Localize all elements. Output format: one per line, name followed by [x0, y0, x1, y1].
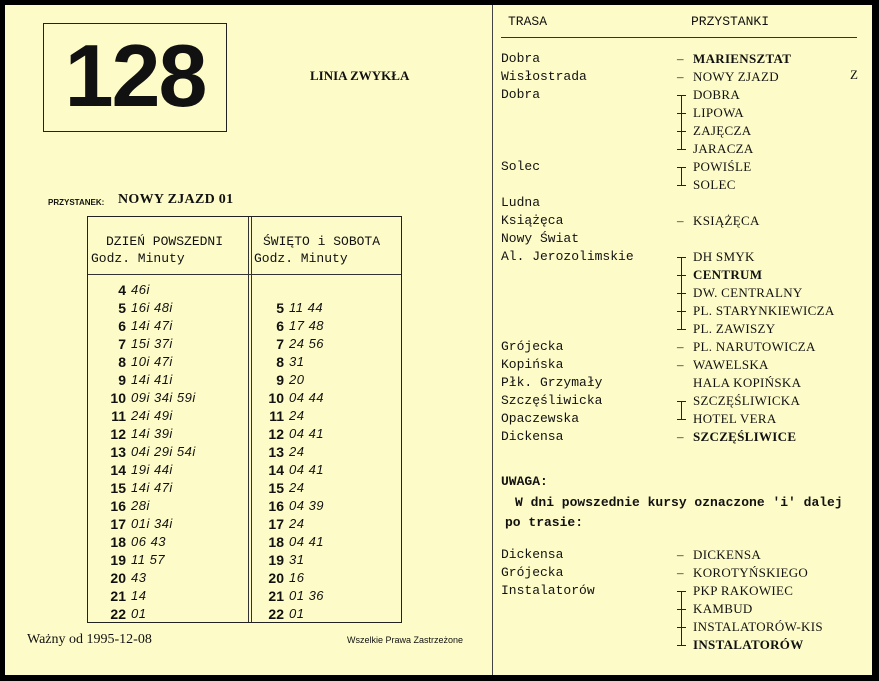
route-street: Al. Jerozolimskie	[501, 249, 634, 264]
hour-cell: 16	[268, 498, 284, 514]
table-row	[88, 444, 401, 462]
route-stop: POWIŚLE	[693, 159, 752, 174]
minutes-cell: 06 43	[131, 534, 167, 549]
hour-cell: 6	[276, 318, 284, 334]
stops-header: PRZYSTANKI	[691, 14, 770, 29]
route-stop: PL. STARYNKIEWICZA	[693, 303, 835, 318]
route-stop: HOTEL VERA	[693, 411, 777, 426]
bracket-tick	[677, 113, 686, 114]
table-row	[88, 588, 401, 606]
minutes-cell: 04 39	[289, 498, 325, 513]
note-street: Instalatorów	[501, 583, 595, 598]
hour-cell: 21	[268, 588, 284, 604]
minutes-cell: 14i 47i	[131, 318, 173, 333]
route-stop: JARACZA	[693, 141, 754, 156]
hour-cell: 15	[268, 480, 284, 496]
weekday-subheader: Godz. Minuty	[91, 251, 185, 266]
line-number-box	[43, 23, 227, 132]
route-stop: KSIĄŻĘCA	[693, 213, 760, 228]
table-row	[88, 462, 401, 480]
minutes-cell: 14i 47i	[131, 480, 173, 495]
minutes-cell: 17 48	[289, 318, 325, 333]
minutes-cell: 14	[131, 588, 147, 603]
holiday-header: ŚWIĘTO i SOBOTA	[263, 234, 381, 249]
header-rule	[501, 37, 857, 38]
minutes-cell: 43	[131, 570, 147, 585]
bracket-tick	[677, 609, 686, 610]
stop-group-bracket	[681, 591, 682, 645]
route-stop: CENTRUM	[693, 267, 763, 282]
hour-cell: 20	[268, 570, 284, 586]
route-street: Dickensa	[501, 429, 564, 444]
table-row	[88, 480, 401, 498]
hour-cell: 17	[110, 516, 126, 532]
dash-marker: –	[677, 51, 684, 66]
note-street: Grójecka	[501, 565, 564, 580]
minutes-cell: 14i 39i	[131, 426, 173, 441]
table-row	[88, 606, 401, 624]
minutes-cell: 04 44	[289, 390, 325, 405]
dash-marker: –	[677, 565, 684, 580]
note-stop: INSTALATORÓW-KIS	[693, 619, 823, 634]
minutes-cell: 04 41	[289, 462, 325, 477]
hour-cell: 7	[118, 336, 126, 352]
hour-cell: 10	[268, 390, 284, 406]
table-row	[88, 516, 401, 534]
route-stop: SOLEC	[693, 177, 736, 192]
route-stop: LIPOWA	[693, 105, 744, 120]
bracket-tick	[677, 131, 686, 132]
table-row	[88, 534, 401, 552]
table-row	[88, 336, 401, 354]
bracket-tick	[677, 275, 686, 276]
minutes-cell: 24	[289, 408, 305, 423]
bracket-tick	[677, 419, 686, 420]
minutes-cell: 28i	[131, 498, 150, 513]
minutes-cell: 09i 34i 59i	[131, 390, 196, 405]
route-stop: MARIENSZTAT	[693, 51, 792, 66]
hour-cell: 22	[110, 606, 126, 622]
hour-cell: 4	[118, 282, 126, 298]
table-row	[88, 282, 401, 300]
minutes-cell: 04 41	[289, 426, 325, 441]
hour-cell: 12	[268, 426, 284, 442]
departure-table	[87, 216, 402, 623]
minutes-cell: 11 57	[131, 552, 166, 567]
route-street: Kopińska	[501, 357, 564, 372]
route-stop: SZCZĘŚLIWICE	[693, 429, 797, 444]
minutes-cell: 01 36	[289, 588, 325, 603]
timetable-sheet	[5, 5, 872, 675]
hour-cell: 11	[269, 408, 284, 424]
stop-group-bracket	[681, 95, 682, 149]
hour-cell: 19	[268, 552, 284, 568]
route-stop: DOBRA	[693, 87, 741, 102]
copyright-note: Wszelkie Prawa Zastrzeżone	[347, 635, 464, 645]
table-row	[88, 570, 401, 588]
table-header-divider	[88, 274, 401, 275]
hour-cell: 21	[110, 588, 126, 604]
minutes-cell: 31	[289, 354, 305, 369]
dash-marker: –	[677, 339, 684, 354]
minutes-cell: 20	[289, 372, 305, 387]
hour-cell: 6	[118, 318, 126, 334]
minutes-cell: 11 44	[289, 300, 324, 315]
table-row	[88, 300, 401, 318]
note-stop: DICKENSA	[693, 547, 762, 562]
minutes-cell: 24i 49i	[131, 408, 173, 423]
line-number: 128	[64, 26, 206, 125]
route-stop: ZAJĘCZA	[693, 123, 752, 138]
note-stop: PKP RAKOWIEC	[693, 583, 794, 598]
route-street: Opaczewska	[501, 411, 580, 426]
route-street: Szczęśliwicka	[501, 393, 603, 408]
bracket-tick	[677, 185, 686, 186]
table-row	[88, 408, 401, 426]
note-stop: KOROTYŃSKIEGO	[693, 565, 809, 580]
minutes-cell: 24	[289, 444, 305, 459]
dash-marker: –	[677, 69, 684, 84]
minutes-cell: 19i 44i	[131, 462, 173, 477]
minutes-cell: 46i	[131, 282, 150, 297]
note-title: UWAGA:	[501, 474, 548, 489]
bracket-tick	[677, 311, 686, 312]
hour-cell: 22	[268, 606, 284, 622]
dash-marker: –	[677, 357, 684, 372]
bracket-tick	[677, 329, 686, 330]
minutes-cell: 01i 34i	[131, 516, 173, 531]
minutes-cell: 04i 29i 54i	[131, 444, 196, 459]
route-street: Dobra	[501, 51, 541, 66]
bracket-tick	[677, 645, 686, 646]
bracket-tick	[677, 627, 686, 628]
route-stop: PL. ZAWISZY	[693, 321, 776, 336]
minutes-cell: 16	[289, 570, 305, 585]
route-stop: DH SMYK	[693, 249, 755, 264]
page-divider	[492, 5, 493, 675]
hour-cell: 8	[118, 354, 126, 370]
dash-marker: –	[677, 213, 684, 228]
hour-cell: 18	[110, 534, 126, 550]
line-type: LINIA ZWYKŁA	[310, 68, 410, 83]
note-street: Dickensa	[501, 547, 564, 562]
hour-cell: 20	[110, 570, 126, 586]
minutes-cell: 24	[289, 516, 305, 531]
hour-cell: 10	[110, 390, 126, 406]
hour-cell: 13	[110, 444, 126, 460]
table-row	[88, 354, 401, 372]
minutes-cell: 14i 41i	[131, 372, 173, 387]
hour-cell: 7	[276, 336, 284, 352]
route-stop: WAWELSKA	[693, 357, 769, 372]
route-stop: NOWY ZJAZD	[693, 69, 779, 84]
note-stop: INSTALATORÓW	[693, 637, 804, 652]
hour-cell: 14	[268, 462, 284, 478]
table-row	[88, 426, 401, 444]
route-street: Nowy Świat	[501, 231, 580, 246]
bracket-tick	[677, 257, 686, 258]
bracket-tick	[677, 293, 686, 294]
stop-name: NOWY ZJAZD 01	[118, 192, 234, 207]
minutes-cell: 04 41	[289, 534, 325, 549]
bracket-tick	[677, 167, 686, 168]
dash-marker: –	[677, 547, 684, 562]
route-stop: DW. CENTRALNY	[693, 285, 803, 300]
route-street: Ludna	[501, 195, 541, 210]
hour-cell: 5	[276, 300, 284, 316]
note-text: W dni powszednie kursy oznaczone 'i' dalej po trasie:	[505, 495, 843, 530]
bracket-tick	[677, 149, 686, 150]
minutes-cell: 16i 48i	[131, 300, 173, 315]
minutes-cell: 15i 37i	[131, 336, 173, 351]
stop-group-bracket	[681, 401, 682, 419]
note-stop: KAMBUD	[693, 601, 753, 616]
route-street: Dobra	[501, 87, 541, 102]
table-row	[88, 498, 401, 516]
dash-marker: –	[677, 429, 684, 444]
hour-cell: 9	[276, 372, 284, 388]
bracket-tick	[677, 591, 686, 592]
hour-cell: 14	[110, 462, 126, 478]
valid-from: Ważny od 1995-12-08	[27, 632, 152, 647]
holiday-subheader: Godz. Minuty	[254, 251, 348, 266]
route-header: TRASA	[508, 14, 548, 29]
hour-cell: 12	[110, 426, 126, 442]
hour-cell: 8	[276, 354, 284, 370]
hour-cell: 15	[110, 480, 126, 496]
route-street: Książęca	[501, 213, 564, 228]
minutes-cell: 01	[131, 606, 147, 621]
stop-marker: Z	[850, 67, 858, 82]
route-street: Solec	[501, 159, 541, 174]
hour-cell: 19	[110, 552, 126, 568]
bracket-tick	[677, 95, 686, 96]
weekday-header: DZIEŃ POWSZEDNI	[106, 234, 224, 249]
route-street: Płk. Grzymały	[501, 375, 603, 390]
hour-cell: 9	[118, 372, 126, 388]
minutes-cell: 10i 47i	[131, 354, 173, 369]
stop-label: PRZYSTANEK:	[48, 198, 105, 207]
hour-cell: 18	[268, 534, 284, 550]
hour-cell: 13	[268, 444, 284, 460]
route-stop: PL. NARUTOWICZA	[693, 339, 816, 354]
route-street: Wisłostrada	[501, 69, 587, 84]
stop-group-bracket	[681, 167, 682, 185]
hour-cell: 11	[111, 408, 126, 424]
hour-cell: 16	[110, 498, 126, 514]
route-street: Grójecka	[501, 339, 564, 354]
bracket-tick	[677, 401, 686, 402]
table-row	[88, 390, 401, 408]
route-stop: HALA KOPIŃSKA	[693, 375, 802, 390]
hour-cell: 5	[118, 300, 126, 316]
route-stop: SZCZĘŚLIWICKA	[693, 393, 801, 408]
hour-cell: 17	[268, 516, 284, 532]
table-row	[88, 372, 401, 390]
minutes-cell: 01	[289, 606, 305, 621]
table-row	[88, 552, 401, 570]
minutes-cell: 24 56	[289, 336, 325, 351]
minutes-cell: 31	[289, 552, 305, 567]
minutes-cell: 24	[289, 480, 305, 495]
table-row	[88, 318, 401, 336]
